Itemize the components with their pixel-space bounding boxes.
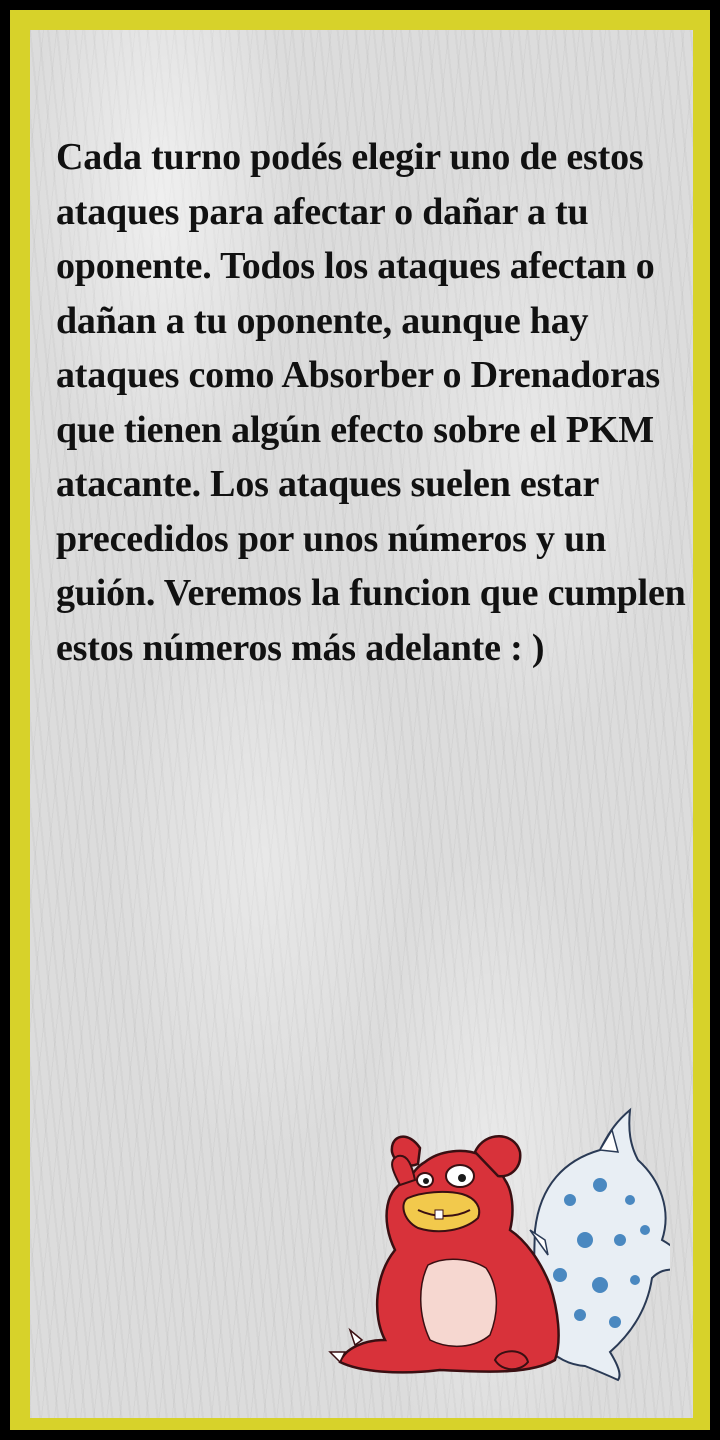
paper-panel	[30, 30, 693, 1418]
slowbro-illustration	[300, 1090, 670, 1390]
body-paragraph: Cada turno podés elegir uno de estos ataques para afectar o dañar a tu oponente. Todos los ataques afectan o dañan a tu oponente, aunque hay ataques como Absorber o Drenadoras que tienen algún efecto sobre el PKM atacante. Los ataques suelen estar precedidos por unos números y un guión. Veremos la funcion que cumplen estos números más adelante : )	[56, 136, 686, 669]
slowbro-body	[330, 1136, 559, 1372]
